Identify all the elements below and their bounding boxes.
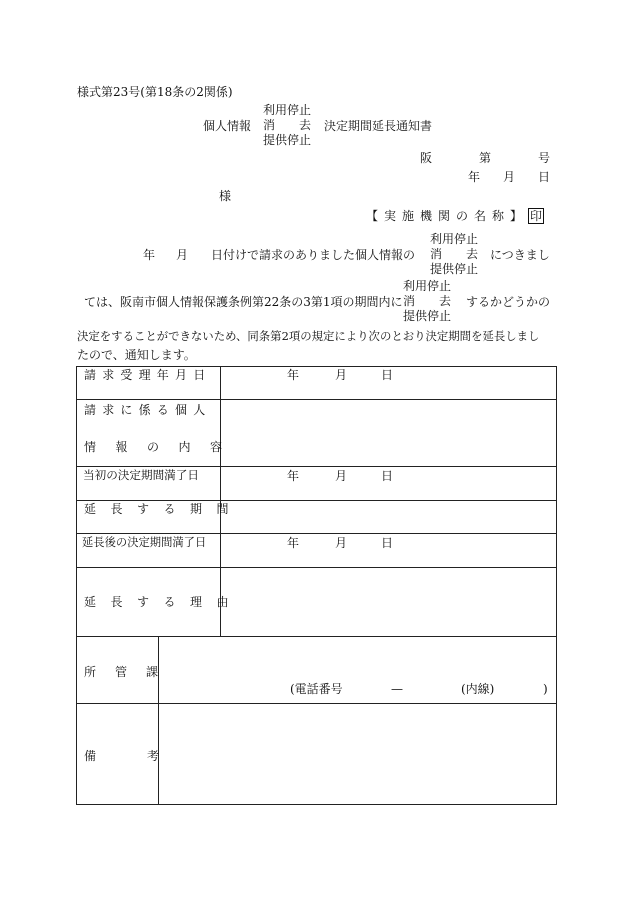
new-deadline-label: 延長後の決定期間満了日 <box>82 536 207 549</box>
body-line1-text: 日付けで請求のありました個人情報の <box>211 248 416 262</box>
title-option-erase: 消 去 <box>263 118 312 132</box>
form-number: 様式第23号(第18条の2関係) <box>77 85 233 99</box>
initial-deadline-year: 年 <box>287 469 300 483</box>
row-receipt-date-label <box>84 369 212 381</box>
receipt-date-month: 月 <box>335 368 348 382</box>
seal-mark: 印 <box>530 209 543 223</box>
issue-date <box>468 171 550 183</box>
info-content-label-2: 情報の内容 <box>84 440 242 454</box>
department-close: ) <box>543 682 548 696</box>
title-option-stop-provision: 提供停止 <box>263 133 312 147</box>
title-option-suspend: 利用停止 <box>263 103 312 117</box>
receipt-date-label: 請求受理年月日 <box>84 368 212 382</box>
title-prefix: 個人情報 <box>203 119 252 133</box>
issue-date-day: 日 <box>537 170 550 184</box>
department-label: 所管課 <box>84 665 178 679</box>
addressee-honorific: 様 <box>219 189 232 203</box>
new-deadline-day: 日 <box>381 536 394 550</box>
issue-date-month: 月 <box>502 170 515 184</box>
title-suffix: 決定期間延長通知書 <box>324 119 433 133</box>
reference-dai: 第 <box>478 151 491 165</box>
receipt-date-year: 年 <box>287 368 300 382</box>
body-line-3: 決定をすることができないため、同条第2項の規定により次のとおり決定期間を延長しまし <box>77 329 540 343</box>
body-line2-suffix: するかどうかの <box>466 295 551 309</box>
body-line1-option-suspend: 利用停止 <box>430 232 479 246</box>
body-line1-option-erase: 消 去 <box>430 247 479 261</box>
remarks-label: 備考 <box>84 749 211 763</box>
issue-date-year: 年 <box>468 170 481 184</box>
body-line2-option-suspend: 利用停止 <box>403 279 452 293</box>
body-line2-text: ては、阪南市個人情報保護条例第22条の3第1項の期間内に <box>84 295 403 309</box>
reference-prefix: 阪 <box>420 151 433 165</box>
department-phone-open: (電話番号 <box>290 682 343 696</box>
body-line2-option-erase: 消 去 <box>403 294 452 308</box>
body-line1-option-stop-provision: 提供停止 <box>430 262 479 276</box>
body-line-4: たので、通知します。 <box>77 348 196 362</box>
new-deadline-year: 年 <box>287 536 300 550</box>
new-deadline-month: 月 <box>335 536 348 550</box>
issuer-name: 【実施機関の名称】 <box>366 209 529 223</box>
body-line1-suffix: につきまし <box>490 248 550 262</box>
body-line2-options <box>403 280 463 324</box>
initial-deadline-day: 日 <box>381 469 394 483</box>
extension-period-label: 延長する期間 <box>84 502 244 516</box>
body-line1-options <box>430 233 490 277</box>
issuer-block <box>366 208 544 224</box>
receipt-date-day: 日 <box>381 368 394 382</box>
reference-go: 号 <box>537 151 550 165</box>
body-year: 年 <box>143 248 156 262</box>
info-content-label-1: 請求に係る個人 <box>84 403 212 417</box>
initial-deadline-month: 月 <box>335 469 348 483</box>
extension-reason-label: 延長する理由 <box>84 595 244 609</box>
department-phone-dash: — <box>391 682 403 696</box>
body-line2-option-stop-provision: 提供停止 <box>403 309 452 323</box>
reference-number <box>420 152 550 164</box>
department-extension: (内線) <box>461 682 495 696</box>
body-month: 月 <box>176 248 189 262</box>
title-options <box>263 104 323 148</box>
initial-deadline-label: 当初の決定期間満了日 <box>83 468 199 482</box>
